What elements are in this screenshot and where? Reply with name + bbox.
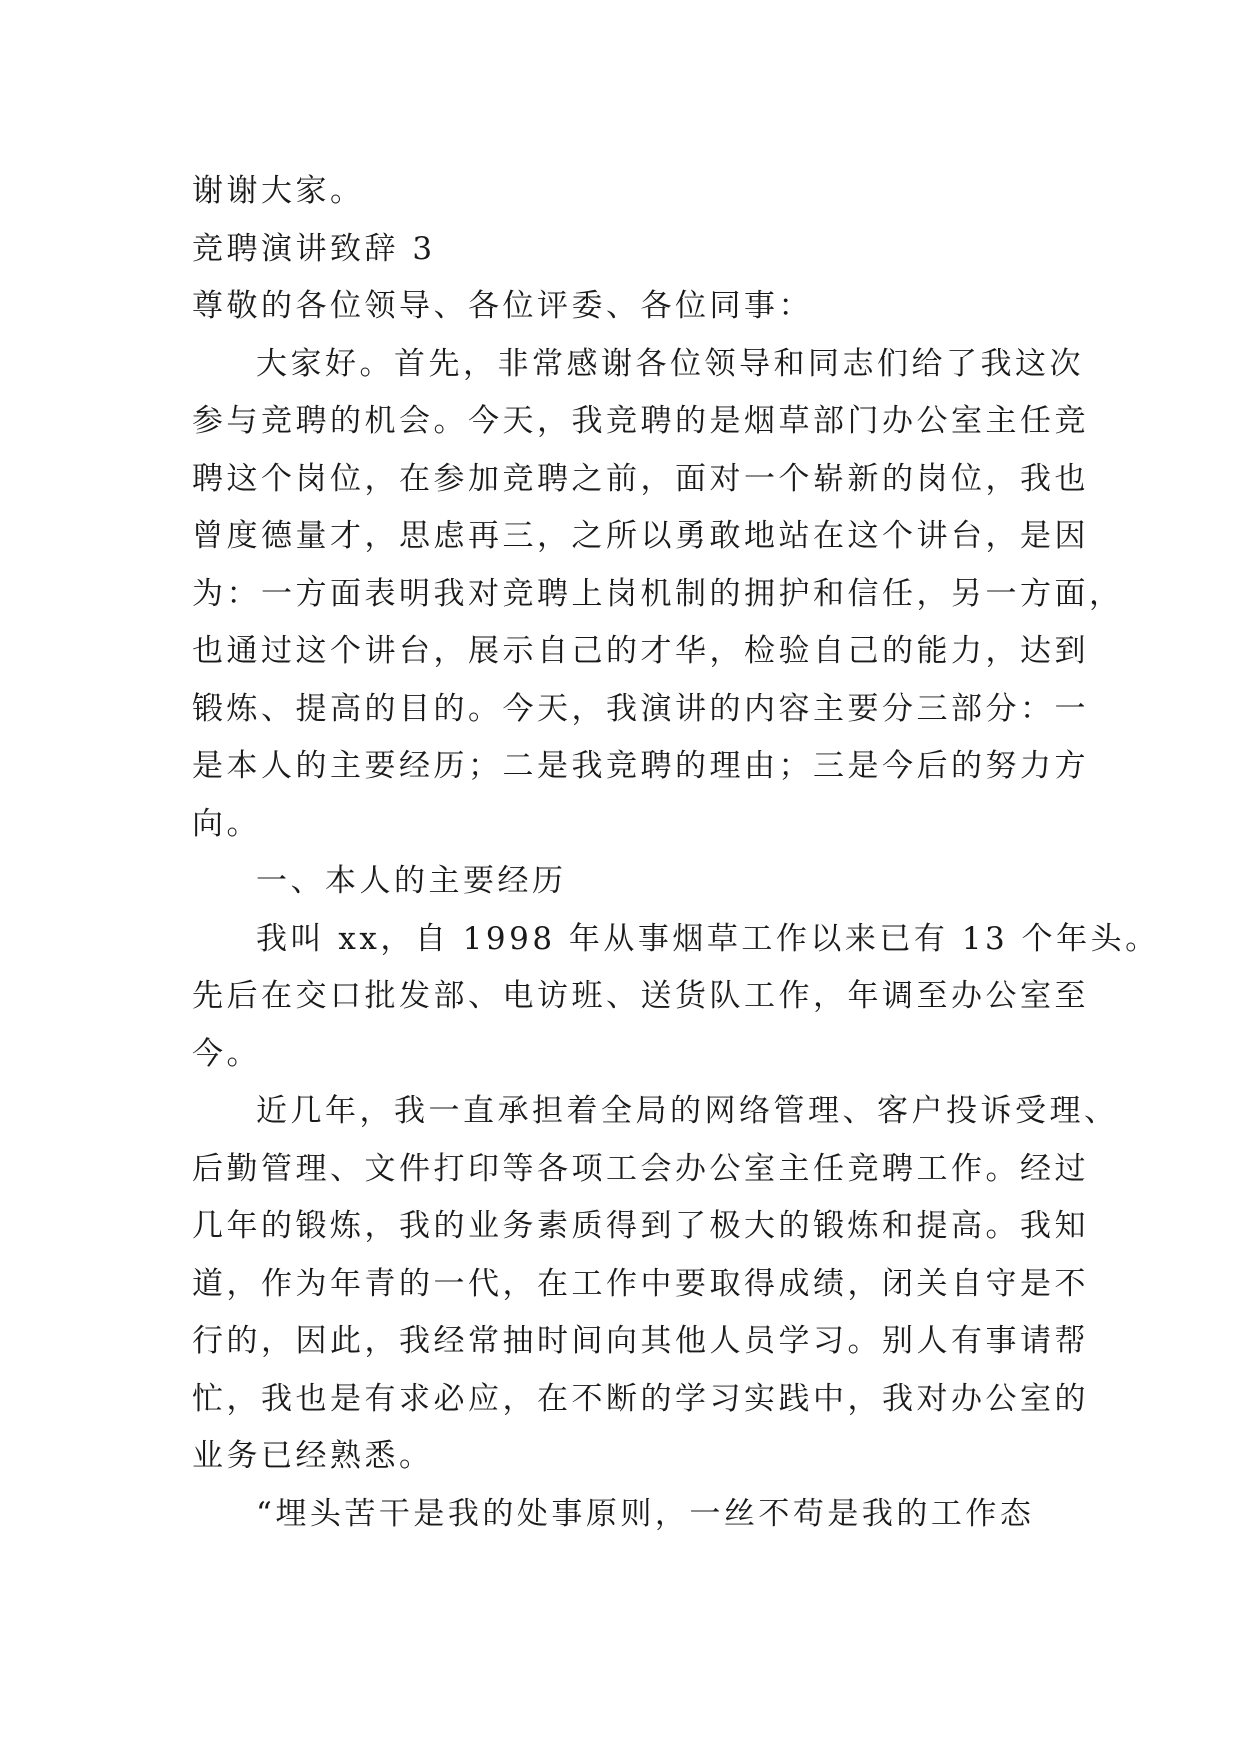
- text-line: 大家好。首先，非常感谢各位领导和同志们给了我这次: [256, 345, 1084, 382]
- text-line: 竞聘演讲致辞 3: [192, 230, 436, 267]
- text-line: 尊敬的各位领导、各位评委、各位同事：: [192, 288, 813, 324]
- document-body: [192, 163, 1160, 1543]
- text-line: 为：一方面表明我对竞聘上岗机制的拥护和信任，另一方面，: [192, 575, 1124, 612]
- text-line: 聘这个岗位，在参加竞聘之前，面对一个崭新的岗位，我也: [192, 460, 1089, 497]
- text-line: 曾度德量才，思虑再三，之所以勇敢地站在这个讲台，是因: [192, 518, 1089, 554]
- text-line: 先后在交口批发部、电访班、送货队工作，年调至办公室至: [192, 978, 1089, 1014]
- text-line: 谢谢大家。: [192, 173, 365, 209]
- text-line: 锻炼、提高的目的。今天，我演讲的内容主要分三部分：一: [192, 690, 1089, 727]
- text-line: 近几年，我一直承担着全局的网络管理、客户投诉受理、: [256, 1093, 1119, 1129]
- text-line: 我叫 xx，自 1998 年从事烟草工作以来已有 13 个年头。: [256, 920, 1160, 957]
- text-line: 后勤管理、文件打印等各项工会办公室主任竞聘工作。经过: [192, 1150, 1089, 1187]
- text-line: 是本人的主要经历；二是我竞聘的理由；三是今后的努力方: [192, 748, 1089, 784]
- text-line: 参与竞聘的机会。今天，我竞聘的是烟草部门办公室主任竞: [192, 403, 1089, 439]
- text-line: 一、本人的主要经历: [256, 863, 567, 899]
- text-line: 忙，我也是有求必应，在不断的学习实践中，我对办公室的: [192, 1380, 1089, 1417]
- text-line: 行的，因此，我经常抽时间向其他人员学习。别人有事请帮: [192, 1323, 1089, 1359]
- text-line: 几年的锻炼，我的业务素质得到了极大的锻炼和提高。我知: [192, 1208, 1089, 1244]
- text-line: 也通过这个讲台，展示自己的才华，检验自己的能力，达到: [192, 633, 1089, 669]
- text-line: 道，作为年青的一代，在工作中要取得成绩，闭关自守是不: [192, 1265, 1089, 1302]
- text-line: 业务已经熟悉。: [192, 1438, 434, 1474]
- text-line: 今。: [192, 1035, 261, 1072]
- text-line: “埋头苦干是我的处事原则，一丝不苟是我的工作态: [256, 1495, 1035, 1532]
- text-line: 向。: [192, 805, 261, 842]
